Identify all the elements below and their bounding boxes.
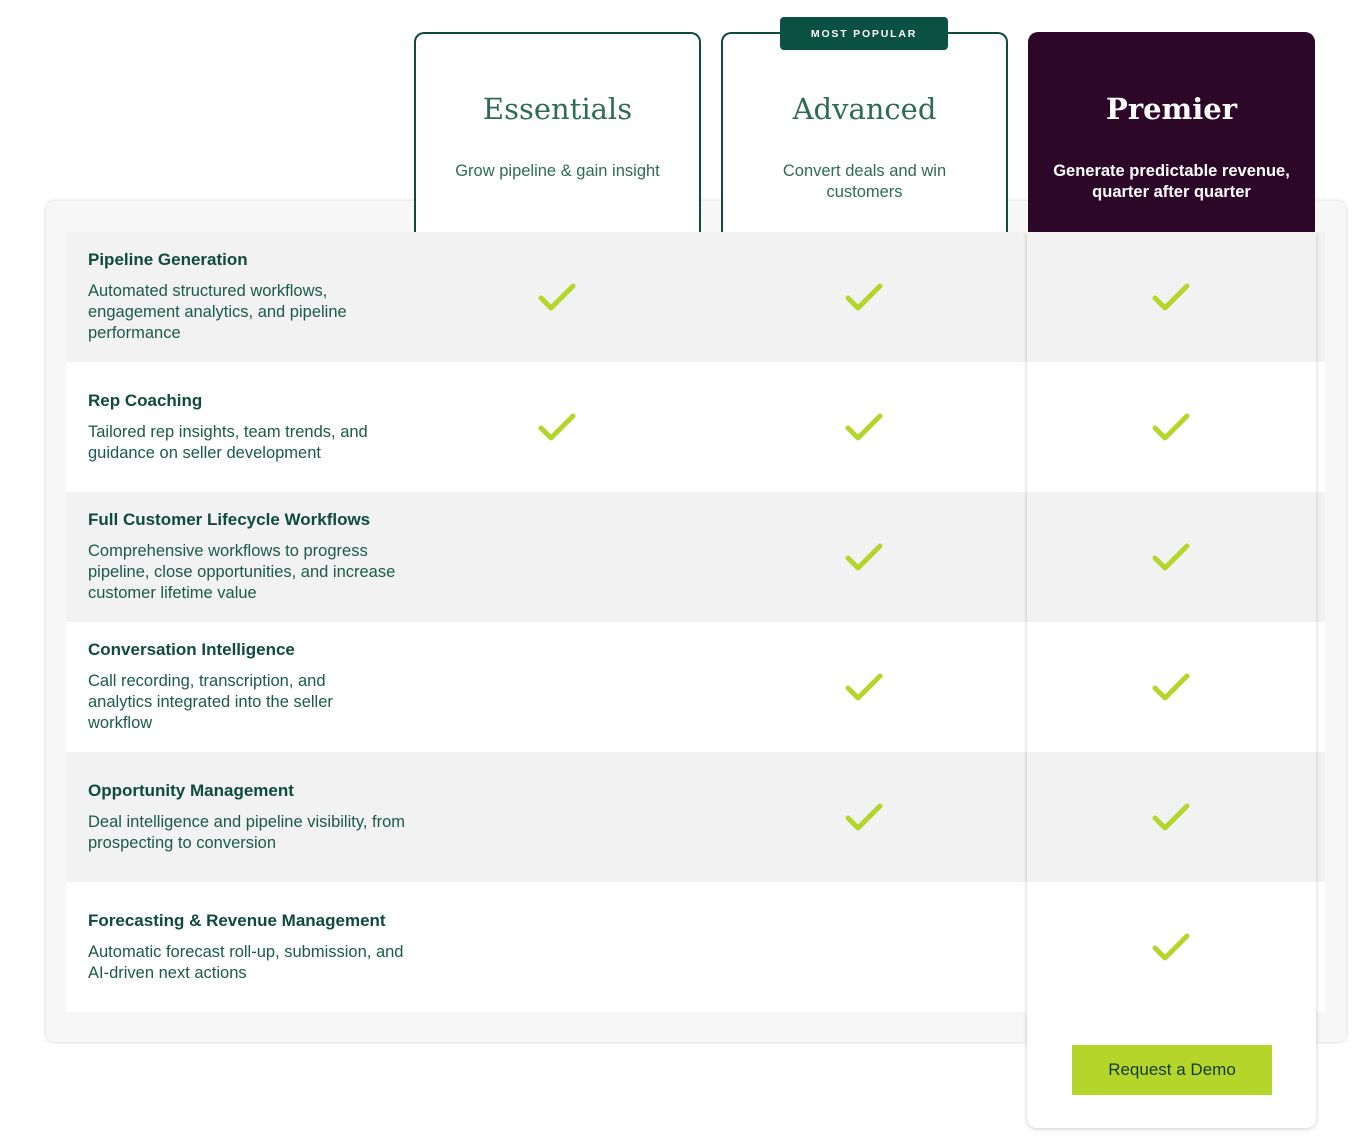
plan-tagline: Grow pipeline & gain insight (455, 162, 660, 180)
feature-description: Automated structured workflows, engagement analytics, and pipeline performance (88, 282, 347, 342)
feature-description: Tailored rep insights, team trends, and guidance on seller development (88, 423, 368, 462)
check-icon (844, 411, 884, 443)
check-icon (1151, 801, 1191, 833)
check-icon (844, 801, 884, 833)
plan-name: Advanced (792, 92, 937, 126)
feature-title: Full Customer Lifecycle Workflows (88, 510, 371, 529)
feature-title: Conversation Intelligence (88, 640, 295, 659)
feature-description: Automatic forecast roll-up, submission, and AI-driven next actions (88, 943, 404, 982)
check-icon (844, 541, 884, 573)
most-popular-badge: MOST POPULAR (780, 17, 948, 50)
feature-description: Call recording, transcription, and analytics integrated into the seller workflow (88, 672, 333, 732)
check-icon (1151, 281, 1191, 313)
feature-title: Opportunity Management (88, 781, 294, 800)
request-demo-button[interactable]: Request a Demo (1072, 1045, 1272, 1095)
check-icon (844, 671, 884, 703)
check-icon (1151, 541, 1191, 573)
check-icon (537, 411, 577, 443)
check-icon (1151, 931, 1191, 963)
plan-name: Essentials (482, 92, 633, 126)
feature-title: Rep Coaching (88, 391, 203, 410)
feature-title: Pipeline Generation (88, 250, 248, 269)
plan-header-essentials (414, 32, 701, 232)
check-icon (1151, 671, 1191, 703)
feature-description: Comprehensive workflows to progress pipeline, close opportunities, and increase customer lifetime value (88, 542, 396, 602)
check-icon (537, 281, 577, 313)
check-icon (1151, 411, 1191, 443)
plan-header-premier (1028, 32, 1315, 232)
plan-name: Premier (1106, 92, 1237, 126)
plan-header-advanced (721, 32, 1008, 232)
check-icon (844, 281, 884, 313)
feature-title: Forecasting & Revenue Management (88, 911, 386, 930)
plan-tagline: Generate predictable revenue, quarter after quarter (1053, 162, 1290, 201)
feature-description: Deal intelligence and pipeline visibility, from prospecting to conversion (88, 813, 406, 852)
plan-tagline: Convert deals and win customers (782, 162, 947, 201)
